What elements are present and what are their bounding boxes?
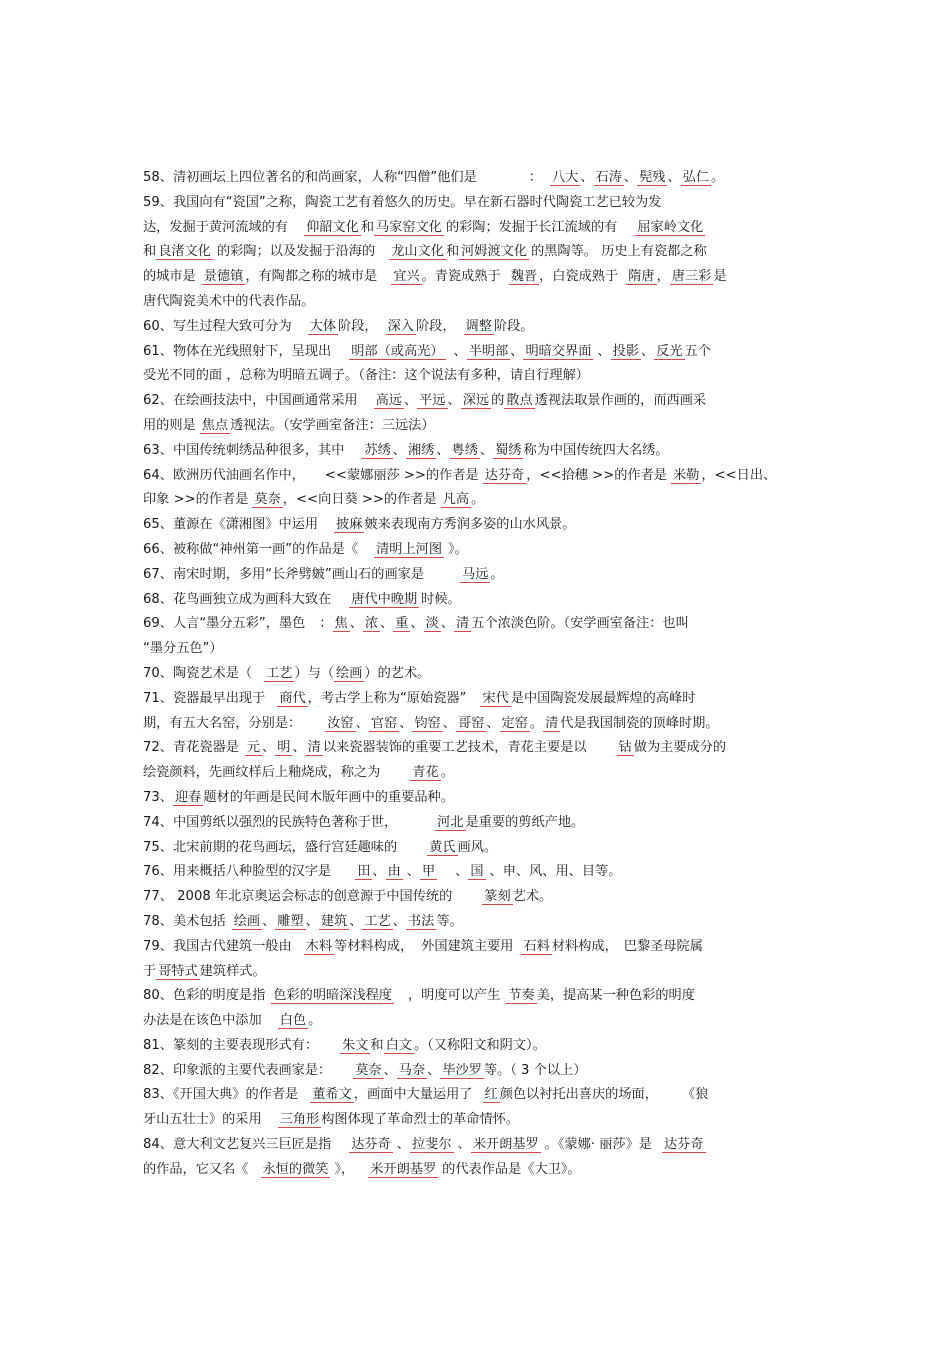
question-text: 绘瓷颜料，先画纹样后上釉烧成，称之为	[143, 765, 381, 781]
answer-fill: 浓	[364, 616, 379, 632]
question-text: 。（又称阳文和阴文）。	[413, 1037, 546, 1053]
answer-fill: 国	[470, 864, 484, 880]
answer-fill: 白色	[279, 1013, 307, 1029]
question-text: 、	[372, 864, 386, 880]
question-text: 、	[262, 740, 276, 756]
answer-fill: 建筑	[320, 913, 348, 929]
question-text: 、	[447, 393, 461, 409]
answer-fill: 马远	[462, 566, 489, 582]
text-line	[143, 340, 809, 365]
answer-fill: 八大	[551, 170, 579, 185]
question-text: 唐代陶瓷美术中的代表作品。	[143, 293, 315, 309]
answer-fill: 哥特式	[158, 963, 198, 979]
question-text: 62、在绘画技法中，中国画通常采用	[143, 393, 358, 409]
text-line	[143, 1133, 809, 1158]
question-text: 、	[399, 715, 413, 731]
question-text: ：	[528, 170, 542, 185]
question-text: 80、色彩的明度是指	[143, 988, 266, 1004]
question-text: 、	[349, 616, 363, 632]
answer-fill: 三角形	[279, 1112, 320, 1128]
question-text: 、	[305, 913, 319, 929]
question-text: 、	[427, 1062, 441, 1078]
question-text: 和	[445, 244, 460, 260]
answer-fill: 投影	[612, 343, 639, 359]
answer-fill: 焦	[334, 616, 348, 632]
question-text: 的	[491, 393, 505, 409]
question-text: 、	[392, 442, 406, 458]
text-line	[143, 1108, 809, 1133]
answer-fill: 木料	[305, 938, 333, 954]
answer-fill: 田	[357, 864, 371, 880]
answer-fill: 米开朗基罗	[472, 1137, 539, 1153]
answer-fill: 明部（或高光）	[351, 343, 444, 359]
question-text: 。	[711, 170, 725, 185]
question-text: 的作品，它又名《	[143, 1161, 249, 1177]
answer-fill: 清	[545, 715, 559, 731]
question-text: 77、 2008 年北京奥运会标志的创意源于中国传统的	[143, 889, 453, 905]
question-text: 等。	[436, 913, 463, 929]
question-text: 和	[360, 219, 374, 235]
answer-fill: 隋唐	[628, 269, 655, 285]
question-text: 59、我国向有“瓷国”之称，陶瓷工艺有着悠久的历史。早在新石器时代陶瓷工艺已较为发	[143, 194, 662, 210]
question-text: 和	[370, 1037, 384, 1053]
question-text: ：	[319, 616, 333, 632]
question-text: 时候。	[421, 591, 461, 607]
question-text: 。	[308, 1013, 322, 1029]
question-text: 、	[667, 170, 681, 185]
answer-fill: 迎春	[174, 789, 202, 805]
question-text: 》，	[334, 1161, 355, 1177]
question-text: 66、被称做“神州第一画”的作品是《	[143, 541, 359, 557]
question-text: 81、篆刻的主要表现形式有：	[143, 1037, 319, 1053]
text-line	[143, 1009, 809, 1034]
text-line	[143, 836, 809, 861]
answer-fill: 马家窑文化	[376, 219, 442, 235]
question-text: ）与（	[294, 665, 335, 681]
question-text: 透视法。（安学画室备注：三远法）	[230, 417, 435, 433]
answer-fill: 粤绣	[451, 442, 478, 458]
answer-fill: 深远	[462, 393, 490, 409]
text-line	[143, 191, 809, 216]
answer-fill: 官窑	[370, 715, 398, 731]
question-text: 82、印象派的主要代表画家是：	[143, 1062, 332, 1078]
question-text: ，<<日出、	[701, 467, 777, 483]
text-line	[143, 885, 809, 910]
question-text: 63、中国传统刺绣品种很多，其中	[143, 442, 345, 458]
text-line	[143, 687, 809, 712]
question-text: 、	[479, 442, 494, 458]
text-line	[143, 910, 809, 935]
question-text: 72、青花瓷器是	[143, 740, 239, 756]
question-text: 。	[440, 765, 454, 781]
text-line	[143, 538, 809, 563]
text-line	[143, 612, 809, 637]
question-text: 67、南宋时期，多用“长斧劈皴”画山石的画家是	[143, 566, 425, 582]
question-text: ，有陶都之称的城市是	[245, 269, 378, 285]
text-line	[143, 960, 809, 985]
question-text: 阶段，	[338, 318, 378, 334]
answer-fill: 雕塑	[277, 913, 304, 929]
text-line	[143, 216, 809, 241]
question-text: 69、人言“墨分五彩”，墨色	[143, 616, 306, 632]
question-text: 、	[380, 616, 394, 632]
question-text: 68、花鸟画独立成为画科大致在	[143, 591, 332, 607]
answer-fill: 莫奈	[355, 1062, 382, 1078]
question-text: 阶段。	[493, 318, 534, 334]
answer-fill: 散点	[506, 393, 533, 409]
answer-fill: 苏绣	[364, 442, 391, 458]
text-line	[143, 414, 809, 439]
question-text: 、	[406, 864, 420, 880]
answer-fill: 篆刻	[484, 889, 511, 905]
answer-fill: 红	[484, 1087, 498, 1103]
question-text: 构图体现了革命烈士的革命情怀。	[321, 1112, 520, 1128]
question-text: 76、用来概括八种脸型的汉字是	[143, 864, 332, 880]
question-text: 、	[442, 715, 456, 731]
question-text: 74、中国剪纸以强烈的民族特色著称于世，	[143, 814, 398, 830]
question-text: 、	[455, 864, 469, 880]
question-text: 印象 >>的作者是	[143, 492, 249, 508]
question-text: 73、	[143, 789, 173, 805]
question-text: 办法是在该色中添加	[143, 1013, 262, 1029]
answer-fill: 定窑	[501, 715, 528, 731]
answer-fill: 元	[246, 740, 261, 756]
text-line	[143, 860, 809, 885]
question-text: 、	[410, 616, 424, 632]
question-text: 材料构成，	[551, 938, 618, 954]
answer-fill: 焦点	[201, 417, 229, 433]
question-text: 以来瓷器装饰的重要工艺技术，青花主要是以	[322, 740, 587, 756]
question-text: “墨分五色”）	[143, 641, 223, 657]
question-text: 、	[392, 913, 406, 929]
question-text: 和	[143, 244, 157, 260]
question-text: 称为中国传统四大名绣。	[523, 442, 669, 458]
text-line	[143, 464, 809, 489]
question-text: 建筑样式。	[199, 963, 266, 979]
text-line	[143, 811, 809, 836]
question-text: ）的艺术。	[364, 665, 431, 681]
answer-fill: 书法	[407, 913, 435, 929]
answer-fill: 色彩的明暗深浅程度	[273, 988, 392, 1004]
answer-fill: 披麻	[336, 517, 363, 533]
text-line	[143, 290, 809, 315]
answer-fill: 钧窑	[414, 715, 441, 731]
question-text: 的黑陶等。 历史上有瓷都之称	[531, 244, 707, 260]
question-text: 的彩陶；发掘于长江流域的有	[445, 219, 618, 235]
question-text: 等材料构成，	[334, 938, 414, 954]
answer-fill: 明	[277, 740, 291, 756]
answer-fill: 宋代	[482, 690, 509, 706]
question-text: ，<<拾穗 >>的作者是	[526, 467, 667, 483]
question-text: ，<<向日葵 >>的作者是	[282, 492, 437, 508]
question-text: 70、陶瓷艺术是（	[143, 665, 253, 681]
question-text: 84、意大利文艺复兴三巨匠是指	[143, 1137, 332, 1153]
answer-fill: 由	[387, 864, 401, 880]
question-text: 61、物体在光线照射下，呈现出	[143, 343, 332, 359]
answer-fill: 商代	[279, 690, 306, 706]
question-text: 65、董源在《潇湘图》中运用	[143, 517, 319, 533]
text-line	[143, 563, 809, 588]
question-text: ，考古学上称为“原始瓷器”	[307, 690, 467, 706]
text-line	[143, 265, 809, 290]
text-line	[143, 389, 809, 414]
question-text: 、	[349, 913, 363, 929]
question-text: 。	[529, 715, 544, 731]
question-text: 做为主要成分的	[633, 740, 727, 756]
answer-fill: 黄氏	[429, 839, 456, 855]
question-text: 、	[262, 913, 276, 929]
text-line	[143, 1158, 809, 1183]
answer-fill: 达芬奇	[484, 467, 525, 483]
question-text: 等。（ 3 个以上）	[483, 1062, 587, 1078]
answer-fill: 石料	[523, 938, 550, 954]
answer-fill: 绘画	[233, 913, 261, 929]
text-line	[143, 637, 809, 662]
question-text: 五个	[684, 343, 711, 359]
answer-fill: 宜兴	[393, 269, 420, 285]
question-text: 》。	[448, 541, 468, 557]
text-line	[143, 488, 809, 513]
answer-fill: 淡	[425, 616, 439, 632]
question-text: 透视法取景作画的，而西画采	[534, 393, 707, 409]
question-text: 巴黎圣母院属	[623, 938, 703, 954]
question-text: 牙山五壮士》的采用	[143, 1112, 262, 1128]
answer-fill: 钴	[618, 740, 632, 756]
question-text: 达，发掘于黄河流域的有	[143, 219, 289, 235]
answer-fill: 节奏	[508, 988, 535, 1004]
answer-fill: 大体	[309, 318, 337, 334]
question-text: 。《蒙娜· 丽莎》是	[544, 1137, 652, 1153]
question-text: 、	[486, 715, 500, 731]
answer-fill: 龙山文化	[391, 244, 444, 260]
answer-fill: 马奈	[398, 1062, 426, 1078]
question-text: ，画面中大量运用了	[353, 1087, 473, 1103]
question-text: 、	[453, 343, 467, 359]
answer-fill: 绘画	[336, 665, 363, 681]
question-text: 的代表作品是《大卫》。	[442, 1161, 581, 1177]
answer-fill: 米开朗基罗	[370, 1161, 437, 1177]
question-text: 、	[440, 616, 455, 632]
answer-fill: 河北	[437, 814, 464, 830]
text-line	[143, 1034, 809, 1059]
answer-fill: 董希文	[312, 1087, 352, 1103]
question-text: 71、瓷器最早出现于	[143, 690, 266, 706]
text-line	[143, 166, 809, 191]
answer-fill: 调整	[465, 318, 492, 334]
question-text: 、申、风、用、目等。	[489, 864, 622, 880]
text-line	[143, 662, 809, 687]
text-line	[143, 240, 809, 265]
question-text: 题材的年画是民间木版年画中的重要品种。	[203, 789, 454, 805]
text-line	[143, 588, 809, 613]
text-line	[143, 761, 809, 786]
answer-fill: 蜀绣	[495, 442, 522, 458]
question-text: 阶段，	[415, 318, 456, 334]
text-line	[143, 439, 809, 464]
answer-fill: 石涛	[595, 170, 622, 185]
answer-fill: 平远	[419, 393, 446, 409]
answer-fill: 清明上河图	[376, 541, 443, 557]
answer-fill: 屈家岭文化	[637, 219, 704, 235]
answer-fill: 毕沙罗	[442, 1062, 482, 1078]
question-text: 。青瓷成熟于	[421, 269, 501, 285]
answer-fill: 拉斐尔	[411, 1137, 452, 1153]
question-text: 、	[580, 170, 594, 185]
question-text: 、	[597, 343, 611, 359]
question-text: 期，有五大名窑，分别是：	[143, 715, 302, 731]
question-text: 、	[403, 393, 418, 409]
answer-fill: 莫奈	[254, 492, 281, 508]
question-text: 代是我国制瓷的顶峰时期。	[560, 715, 719, 731]
answer-fill: 湘绣	[407, 442, 435, 458]
question-text: 颜色以衬托出喜庆的场面，	[499, 1087, 658, 1103]
text-line	[143, 984, 809, 1009]
question-text: 83、《开国大典》的作者是	[143, 1087, 299, 1103]
text-line	[143, 364, 809, 389]
question-text: 、	[640, 343, 655, 359]
question-text: 是	[713, 269, 727, 285]
answer-fill: 明暗交界面	[525, 343, 592, 359]
question-text: 是重要的剪纸产地。	[465, 814, 585, 830]
text-line	[143, 712, 809, 737]
answer-fill: 甲	[421, 864, 436, 880]
question-text: 60、写生过程大致可分为	[143, 318, 292, 334]
question-text: 、	[355, 715, 369, 731]
question-text: 《狼	[681, 1087, 709, 1103]
answer-fill: 深入	[387, 318, 414, 334]
question-list	[143, 166, 809, 1183]
text-line	[143, 315, 809, 340]
answer-fill: 重	[395, 616, 409, 632]
answer-fill: 髡残	[639, 170, 666, 185]
question-text: 美，提高某一种色彩的明度	[536, 988, 695, 1004]
question-text: 79、我国古代建筑一般由	[143, 938, 292, 954]
answer-fill: 反光	[656, 343, 683, 359]
question-text: 、	[292, 740, 306, 756]
answer-fill: 良渚文化	[158, 244, 211, 260]
answer-fill: 凡高	[442, 492, 470, 508]
question-text: 、	[383, 1062, 397, 1078]
answer-fill: 唐代中晚期	[351, 591, 418, 607]
answer-fill: 汝窑	[327, 715, 354, 731]
answer-fill: 清	[307, 740, 321, 756]
question-text: 受光不同的面 ，总称为明暗五调子。（备注：这个说法有多种，请自行理解）	[143, 368, 589, 384]
answer-fill: 哥窑	[457, 715, 485, 731]
answer-fill: 半明部	[468, 343, 509, 359]
text-line	[143, 1083, 809, 1108]
answer-fill: 永恒的微笑	[262, 1161, 329, 1177]
text-line	[143, 513, 809, 538]
question-text: 用的则是	[143, 417, 196, 433]
text-line	[143, 786, 809, 811]
answer-fill: 清	[456, 616, 470, 632]
question-text: 于	[143, 963, 157, 979]
text-line	[143, 935, 809, 960]
question-text: 艺术。	[512, 889, 553, 905]
question-text: 、	[396, 1137, 410, 1153]
question-text: ，	[656, 269, 670, 285]
answer-fill: 弘仁	[682, 170, 710, 185]
answer-fill: 仰韶文化	[306, 219, 359, 235]
question-text: 画风。	[457, 839, 498, 855]
question-text: 外国建筑主要用	[421, 938, 514, 954]
answer-fill: 白文	[385, 1037, 412, 1053]
question-text: 58、清初画坛上四位著名的和尚画家，人称“四僧”他们是	[143, 170, 477, 185]
answer-fill: 河姆渡文化	[461, 244, 528, 260]
question-text: 是中国陶瓷发展最辉煌的高峰时	[510, 690, 696, 706]
question-text: 五个浓淡色阶。（安学画室备注：也叫	[471, 616, 689, 632]
text-line	[143, 1059, 809, 1084]
question-text: 、	[436, 442, 450, 458]
question-text: 的彩陶；以及发掘于沿海的	[216, 244, 376, 260]
question-text: 。	[490, 566, 504, 582]
question-text: 78、美术包括	[143, 913, 226, 929]
answer-fill: 达芬奇	[663, 1137, 704, 1153]
question-text: 、	[510, 343, 524, 359]
answer-fill: 米勒	[673, 467, 700, 483]
answer-fill: 青花	[412, 765, 439, 781]
question-text: ，明度可以产生	[407, 988, 501, 1004]
answer-fill: 朱文	[342, 1037, 369, 1053]
question-text: 的城市是	[143, 269, 196, 285]
question-text: 皴来表现南方秀润多姿的山水风景。	[364, 517, 576, 533]
question-text: <<蒙娜丽莎 >>的作者是	[324, 467, 479, 483]
question-text: 64、欧洲历代油画名作中，	[143, 467, 305, 483]
text-line	[143, 736, 809, 761]
answer-fill: 魏晋	[510, 269, 538, 285]
question-text: 75、北宋前期的花鸟画坛，盛行宫廷趣味的	[143, 839, 398, 855]
answer-fill: 达芬奇	[351, 1137, 391, 1153]
answer-fill: 高远	[375, 393, 402, 409]
answer-fill: 工艺	[266, 665, 293, 681]
question-text: 、	[623, 170, 638, 185]
question-text: ，白瓷成熟于	[539, 269, 619, 285]
answer-fill: 景德镇	[203, 269, 244, 285]
answer-fill: 唐三彩	[671, 269, 712, 285]
question-text: 。	[471, 492, 485, 508]
question-text: 、	[457, 1137, 471, 1153]
answer-fill: 工艺	[364, 913, 391, 929]
